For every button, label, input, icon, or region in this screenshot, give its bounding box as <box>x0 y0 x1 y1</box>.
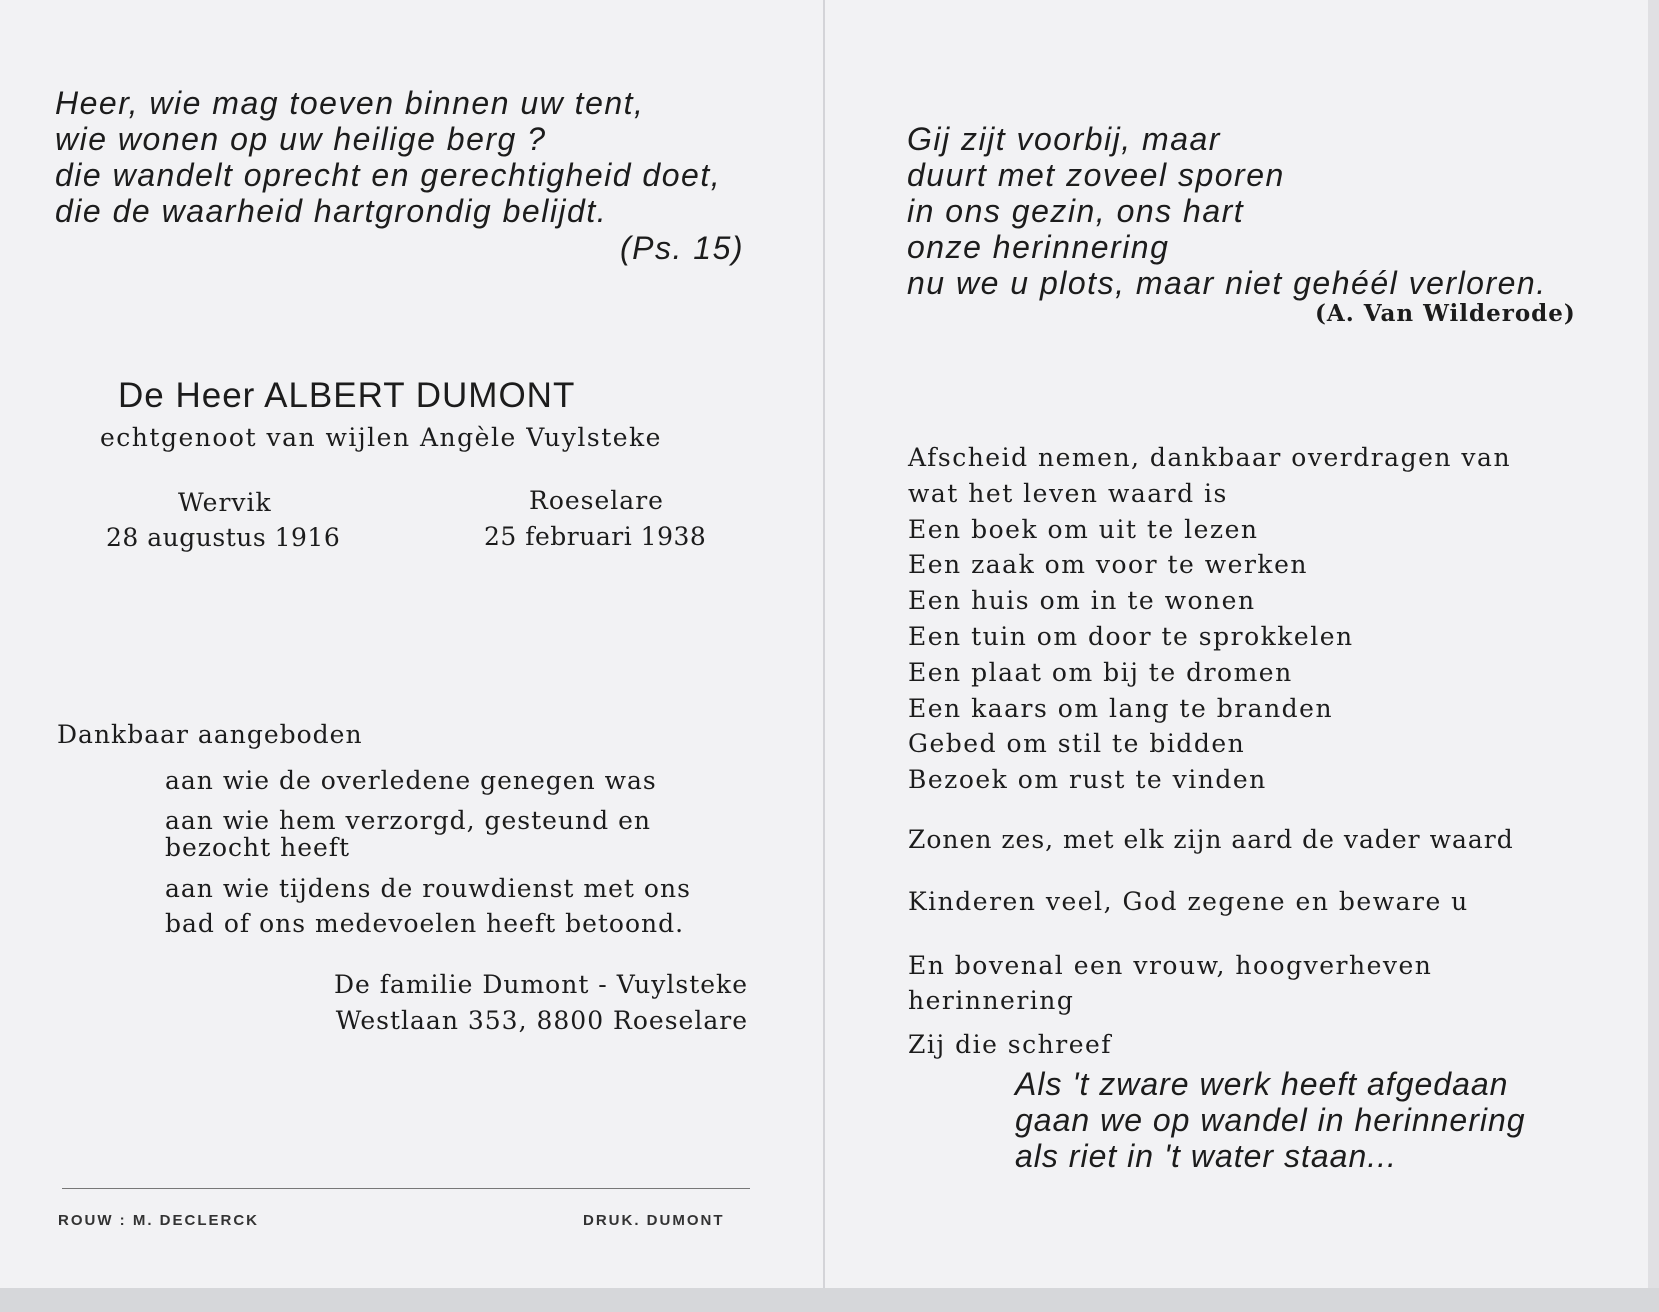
quote-line: als riet in 't water staan... <box>1015 1138 1397 1174</box>
list-item: Een tuin om door te sprokkelen <box>908 621 1354 651</box>
list-item: wat het leven waard is <box>908 478 1228 508</box>
birth-place: Wervik <box>178 488 272 517</box>
card-edge <box>1648 0 1659 1288</box>
footer-divider <box>62 1188 750 1189</box>
thanks-line: aan wie hem verzorgd, gesteund en <box>165 806 652 835</box>
thanks-line: aan wie tijdens de rouwdienst met ons <box>165 874 691 903</box>
poem-author: (A. Van Wilderode) <box>1315 300 1576 327</box>
list-item: Een kaars om lang te branden <box>908 693 1334 723</box>
list-item: Afscheid nemen, dankbaar overdragen van <box>908 443 1512 472</box>
list-item: Een huis om in te wonen <box>908 586 1256 616</box>
poem-line: onze herinnering <box>907 229 1170 265</box>
quote-line: Als 't zware werk heeft afgedaan <box>1015 1066 1509 1102</box>
psalm-line: wie wonen op uw heilige berg ? <box>55 121 547 157</box>
thanks-line: bezocht heeft <box>165 833 351 862</box>
thanks-line: aan wie de overledene genegen was <box>165 766 657 795</box>
children-line: Kinderen veel, God zegene en beware u <box>908 887 1469 916</box>
list-item: Een plaat om bij te dromen <box>908 657 1293 687</box>
poem-line: in ons gezin, ons hart <box>907 193 1245 229</box>
wife-lines <box>908 948 1432 1018</box>
birth-date: 28 augustus 1916 <box>106 523 341 552</box>
psalm-reference: (Ps. 15) <box>620 230 745 266</box>
psalm-line: die de waarheid hartgrondig belijdt. <box>55 193 608 229</box>
card-fold <box>823 0 825 1288</box>
death-place: Roeselare <box>529 486 664 515</box>
wife-line: herinnering <box>908 986 1075 1015</box>
wife-line: En bovenal een vrouw, hoogverheven <box>908 951 1433 980</box>
sons-line: Zonen zes, met elk zijn aard de vader waard <box>908 825 1514 854</box>
scan-background <box>0 1288 1659 1312</box>
poem-line: nu we u plots, maar niet gehéél verloren. <box>907 265 1547 301</box>
closing-quote <box>1015 1066 1526 1174</box>
list-item: Bezoek om rust te vinden <box>908 765 1267 795</box>
quote-line: gaan we op wandel in herinnering <box>1015 1102 1526 1138</box>
family-signature <box>280 967 748 1039</box>
list-item: Een boek om uit te lezen <box>908 514 1259 544</box>
psalm-line: Heer, wie mag toeven binnen uw tent, <box>55 85 645 121</box>
wrote-line: Zij die schreef <box>908 1030 1113 1059</box>
family-name: De familie Dumont - Vuylsteke <box>333 970 748 999</box>
thanks-heading: Dankbaar aangeboden <box>57 720 363 749</box>
psalm-line: die wandelt oprecht en gerechtigheid doet, <box>55 157 722 193</box>
printer-credit: DRUK. DUMONT <box>583 1212 725 1229</box>
poem-verse <box>907 121 1547 301</box>
farewell-list <box>908 440 1511 798</box>
poem-line: Gij zijt voorbij, maar <box>907 121 1221 157</box>
thanks-text <box>165 763 691 941</box>
deceased-name: De Heer ALBERT DUMONT <box>118 376 576 415</box>
list-item: Gebed om stil te bidden <box>908 729 1246 759</box>
family-address: Westlaan 353, 8800 Roeselare <box>335 1006 748 1035</box>
spouse-line: echtgenoot van wijlen Angèle Vuylsteke <box>100 423 662 452</box>
funeral-director: ROUW : M. DECLERCK <box>58 1212 259 1229</box>
death-date: 25 februari 1938 <box>484 522 707 551</box>
psalm-verse <box>55 85 721 229</box>
poem-line: duurt met zoveel sporen <box>907 157 1285 193</box>
thanks-line: bad of ons medevoelen heeft betoond. <box>165 909 685 938</box>
list-item: Een zaak om voor te werken <box>908 550 1308 580</box>
